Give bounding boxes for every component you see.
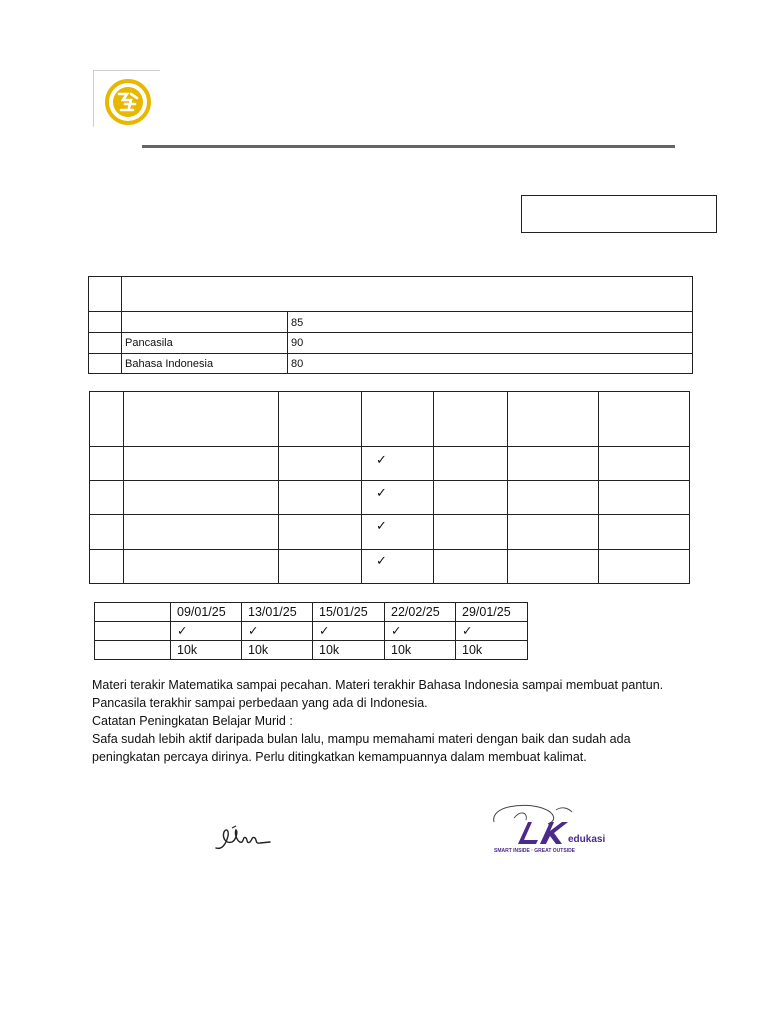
header-title-cell	[122, 277, 693, 312]
subject-name	[122, 312, 288, 333]
fee-cell: 10k	[242, 641, 313, 660]
date-cell: 15/01/25	[313, 603, 385, 622]
info-box	[521, 195, 717, 233]
check-mark: ✓	[171, 622, 242, 641]
fee-cell: 10k	[171, 641, 242, 660]
institution-logo	[101, 77, 159, 127]
subject-score: 90	[288, 333, 693, 354]
score-table	[88, 276, 693, 374]
notes-body: Safa sudah lebih aktif daripada bulan lalu, mampu memahami materi dengan baik dan sudah ada peningkatan percaya dirinya. Perlu ditingkatkan kemampuannya dalam membuat kalimat.	[92, 732, 631, 764]
check-mark: ✓	[362, 447, 434, 481]
progress-table	[89, 391, 690, 584]
date-cell: 09/01/25	[171, 603, 242, 622]
table-row	[89, 354, 693, 374]
check-mark: ✓	[362, 481, 434, 515]
svg-text:SMART INSIDE · GREAT OUTSIDE: SMART INSIDE · GREAT OUTSIDE	[494, 848, 576, 854]
table-row	[90, 481, 690, 515]
table-row	[90, 447, 690, 481]
notes-section	[92, 676, 672, 766]
fee-cell: 10k	[313, 641, 385, 660]
table-row	[89, 312, 693, 333]
material-summary: Materi terakir Matematika sampai pecahan. Materi terakhir Bahasa Indonesia sampai membuat pantun. Pancasila terakhir sampai perbedaan yang ada di Indonesia.	[92, 678, 664, 710]
date-cell: 13/01/25	[242, 603, 313, 622]
svg-text:edukasi: edukasi	[568, 834, 606, 845]
date-cell: 29/01/25	[456, 603, 528, 622]
attendance-checks-row	[95, 622, 528, 641]
subject-name: Pancasila	[122, 333, 288, 354]
subject-name: Bahasa Indonesia	[122, 354, 288, 374]
attendance-fees-row	[95, 641, 528, 660]
attendance-dates-row	[95, 603, 528, 622]
header-divider	[142, 145, 675, 148]
header-no-cell	[89, 277, 122, 312]
check-mark: ✓	[385, 622, 456, 641]
subject-score: 80	[288, 354, 693, 374]
notes-heading: Catatan Peningkatan Belajar Murid :	[92, 714, 293, 728]
check-mark: ✓	[242, 622, 313, 641]
signature	[212, 822, 274, 854]
check-mark: ✓	[456, 622, 528, 641]
table-row	[90, 515, 690, 550]
table-header-row	[90, 392, 690, 447]
table-row	[90, 550, 690, 584]
attendance-table	[94, 602, 528, 660]
check-mark: ✓	[362, 515, 434, 550]
fee-cell: 10k	[385, 641, 456, 660]
check-mark: ✓	[362, 550, 434, 584]
edukasi-stamp	[484, 800, 620, 856]
fee-cell: 10k	[456, 641, 528, 660]
subject-score: 85	[288, 312, 693, 333]
check-mark: ✓	[313, 622, 385, 641]
date-cell: 22/02/25	[385, 603, 456, 622]
table-row	[89, 333, 693, 354]
